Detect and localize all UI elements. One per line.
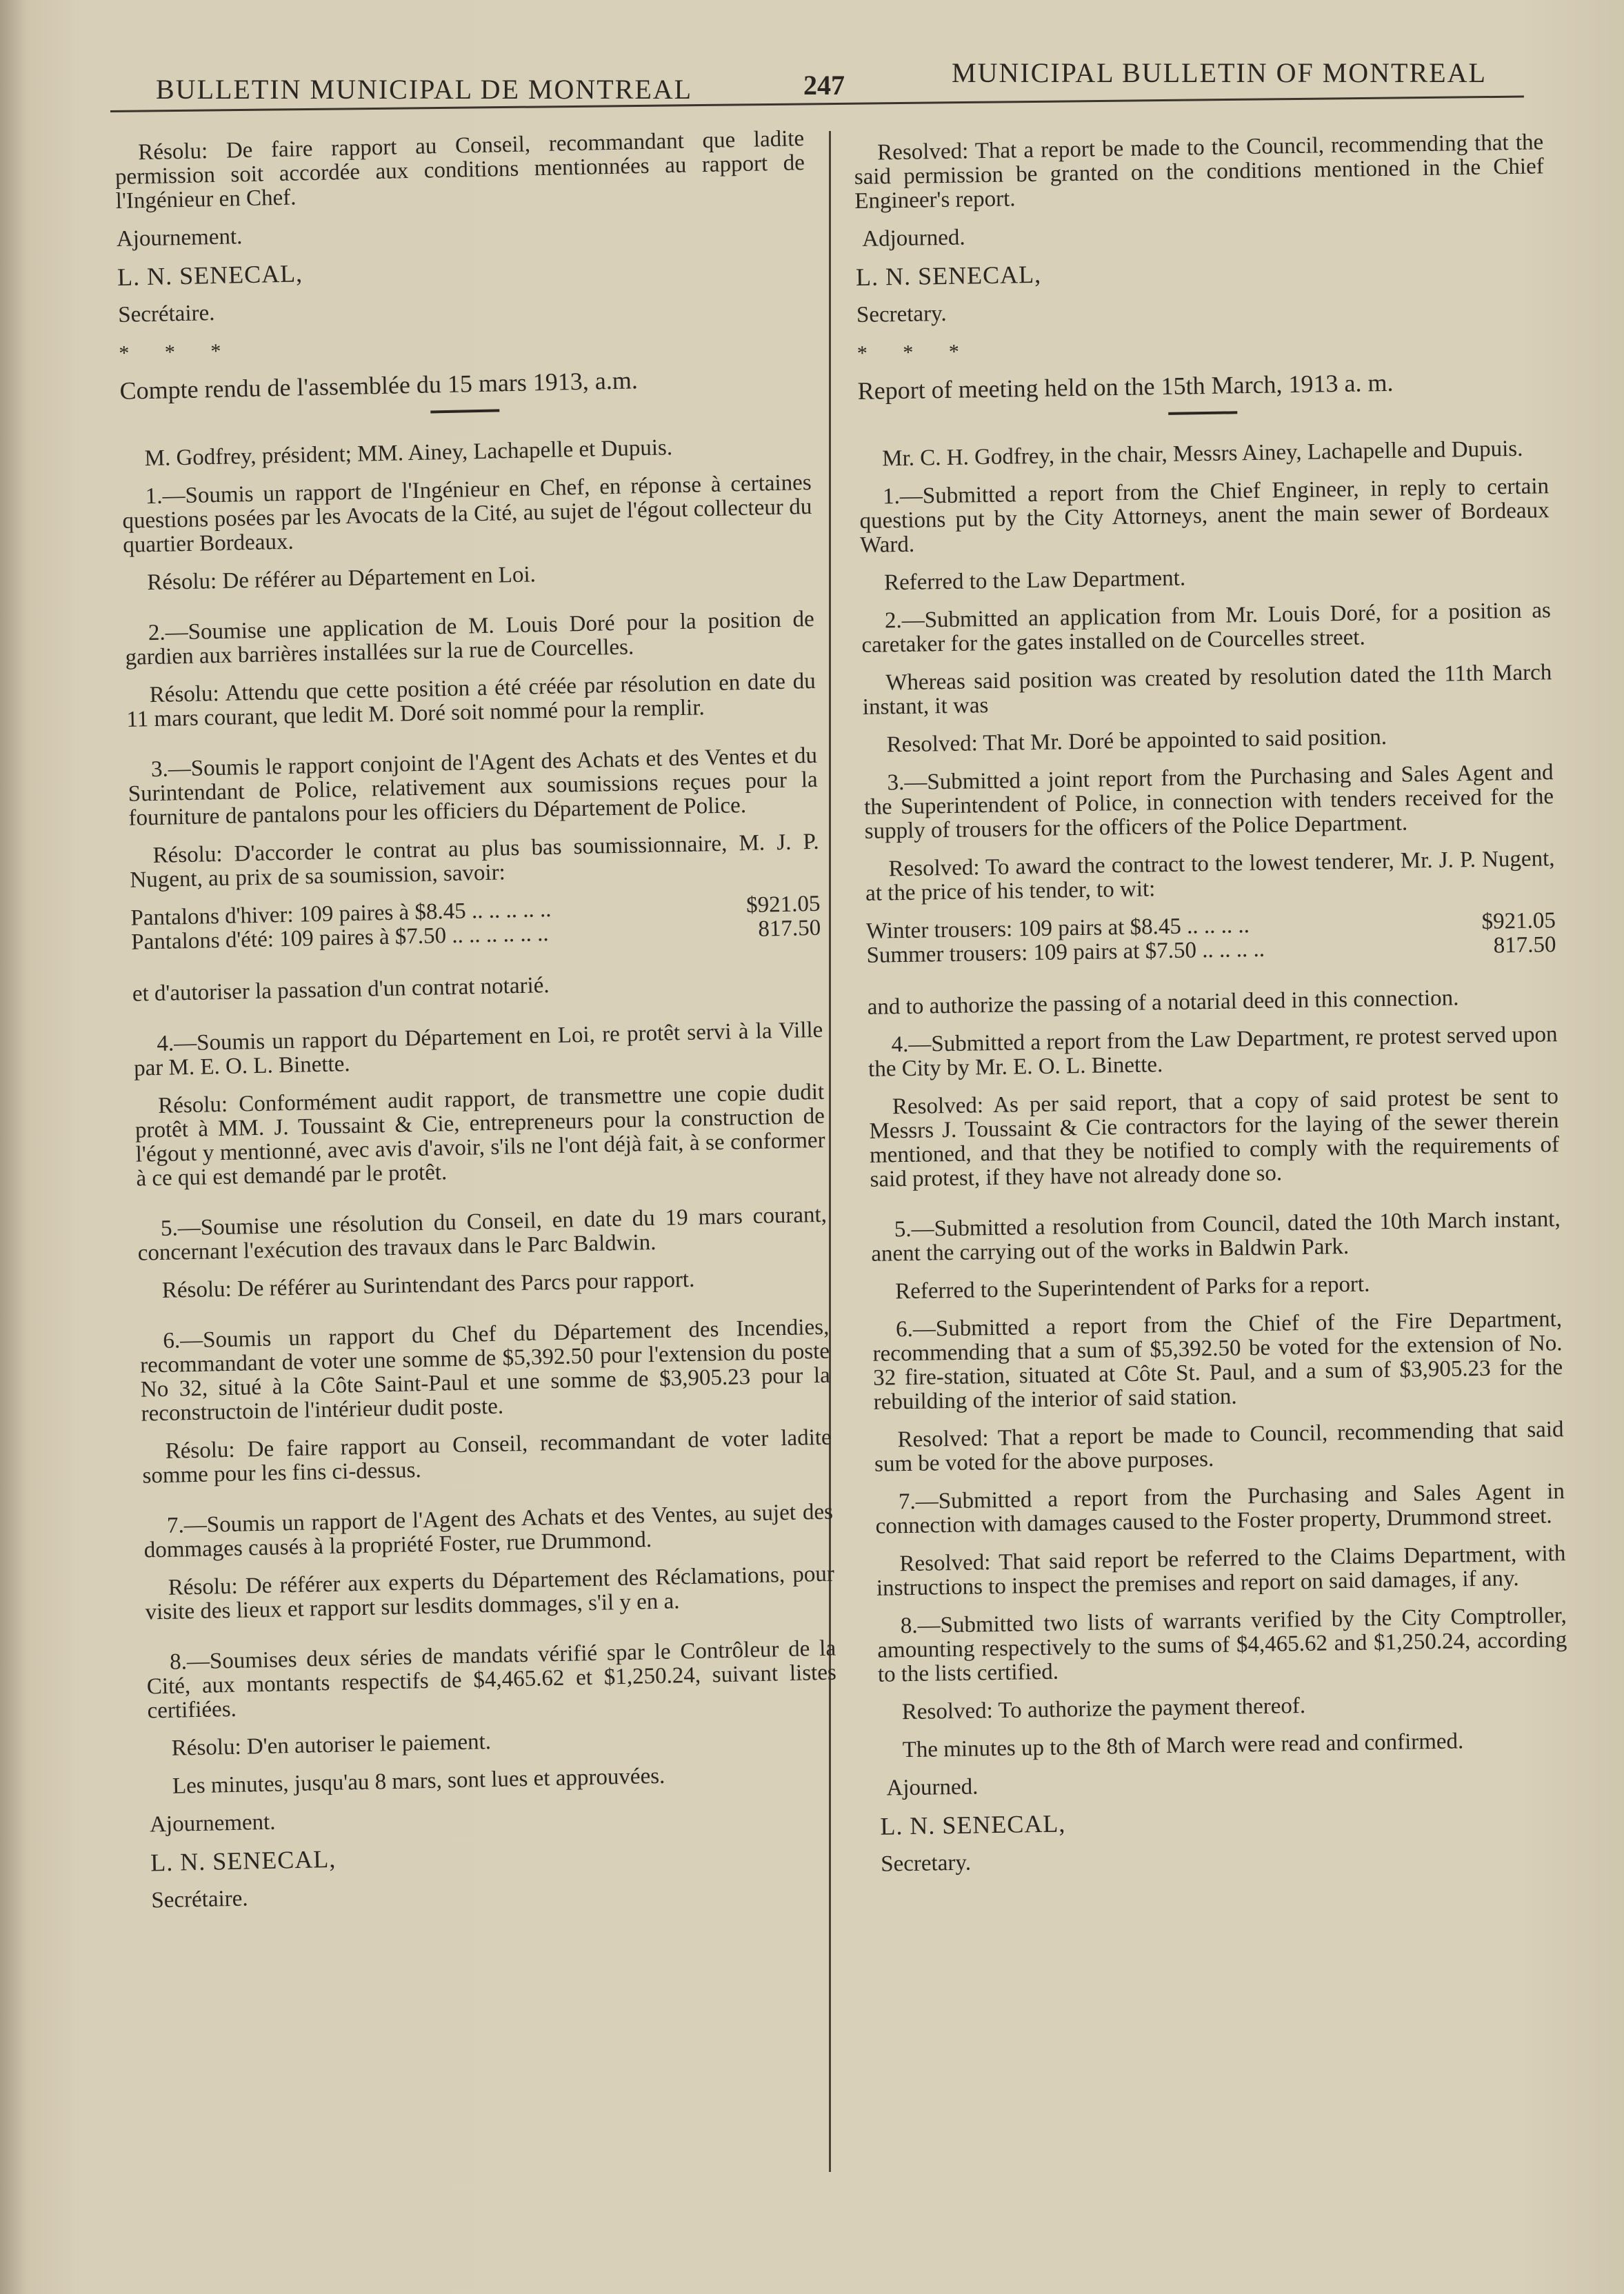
item-6-resolution: Résolu: De faire rapport au Conseil, recommandant de voter ladite somme pour les fins ci-dessus.	[142, 1425, 832, 1489]
item-1: 1.—Soumis un rapport de l'Ingénieur en Chef, en réponse à certaines questions posées par les Avocats de la Cité, au sujet de l'égout collecteur du quartier Bordeaux.	[122, 470, 812, 558]
item-8-resolution: Resolved: To authorize the payment thereof.	[901, 1693, 1306, 1725]
item-4: 4.—Soumis un rapport du Département en Loi, re protêt servi à la Ville par M. E. O. L. Binette.	[133, 1017, 823, 1081]
english-column	[854, 130, 1571, 1890]
meeting-heading: Report of meeting held on the 15th March, 1913 a. m.	[857, 368, 1394, 405]
item-2-whereas: Whereas said position was created by resolution dated the 11th March instant, it was	[862, 660, 1552, 720]
item-7: 7.—Submitted a report from the Purchasing and Sales Agent in connection with damages caused to the Foster property, Drummond street.	[875, 1479, 1565, 1539]
opening-resolution: Résolu: De faire rapport au Conseil, recommandant que ladite permission soit accordée aux conditions mentionnées au rapport de l'Ingénieur en Chef.	[114, 126, 805, 214]
item-3-conclusion: et d'autoriser la passation d'un contrat notarié.	[132, 973, 550, 1007]
item-4-resolution: Resolved: As per said report, that a copy of said protest be sent to Messrs J. Toussaint & Cie contractors for the laying of the sewer therein mentioned, and that they be notified to comply with the requirements of said protest, if they have not already done so.	[869, 1084, 1560, 1192]
signature-title: Secretary.	[880, 1850, 972, 1877]
price-list	[866, 909, 1556, 968]
adjournment: Adjourned.	[861, 225, 965, 252]
item-1: 1.—Submitted a report from the Chief Engineer, in reply to certain questions put by the City Attorneys, anent the main sewer of Bordeaux Ward.	[859, 474, 1550, 558]
item-8: 8.—Submitted two lists of warrants verified by the City Comptroller, amounting respectively to the sums of $4,465.62 and $1,250.24, according to the lists certified.	[877, 1603, 1567, 1687]
price-label: Summer trousers: 109 pairs at $7.50 .. .. .. ..	[866, 936, 1265, 968]
french-column	[114, 127, 841, 1926]
price-value: $921.05	[1481, 908, 1556, 934]
item-7: 7.—Soumis un rapport de l'Agent des Achats et des Ventes, au sujet des dommages causés à la propriété Foster, rue Drummond.	[143, 1499, 834, 1563]
adjournment: Ajournement.	[116, 224, 243, 252]
item-4-resolution: Résolu: Conformément audit rapport, de transmettre une copie dudit protêt à MM. J. Toussaint & Cie, entrepreneurs pour la construction de l'égout y mentionné, avec avis d'avoir, s'ils ne l'ont déjà fait, à se conformer à ce qui est demandé par le protêt.	[134, 1079, 825, 1191]
item-3-resolution: Résolu: D'accorder le contrat au plus bas soumissionnaire, M. J. P. Nugent, au prix de sa soumission, savoir:	[130, 829, 819, 893]
page-number: 247	[803, 70, 845, 101]
item-6-resolution: Resolved: That a report be made to Council, recommending that said sum be voted for the above purposes.	[874, 1417, 1564, 1477]
item-6: 6.—Soumis un rapport du Chef du Département des Incendies, recommandant de voter une somme de $5,392.50 pour l'extension du poste No 32, situé à la Côte Saint-Paul et une somme de $3,905.23 pour la reconstructoin de l'intérieur dudit poste.	[139, 1314, 831, 1427]
item-3: 3.—Soumis le rapport conjoint de l'Agent des Achats et des Ventes et du Surintendant de Police, relativement aux soumissions reçues pour la fourniture de pantalons pour les officiers du Département de Police.	[128, 743, 818, 831]
minutes-approval: The minutes up to the 8th of March were read and confirmed.	[902, 1729, 1464, 1763]
item-2-resolution: Résolu: Attendu que cette position a été créée par résolution en date du 11 mars courant, que ledit M. Doré soit nommé pour la remplir.	[126, 668, 816, 732]
adjournment: Ajournement.	[149, 1809, 276, 1838]
signature-name: L. N. SENECAL,	[880, 1809, 1066, 1840]
header-french-title: BULLETIN MUNICIPAL DE MONTREAL	[156, 74, 693, 105]
adjournment: Ajourned.	[886, 1774, 979, 1801]
signature-title: Secretary.	[856, 301, 947, 328]
signature-name: L. N. SENECAL,	[855, 260, 1042, 291]
price-list	[130, 892, 821, 955]
heading-rule	[1168, 411, 1237, 415]
item-3-resolution: Resolved: To award the contract to the lowest tenderer, Mr. J. P. Nugent, at the price of his tender, to wit:	[865, 846, 1555, 906]
item-8: 8.—Soumises deux séries de mandats vérifié spar le Contrôleur de la Cité, aux montants respectifs de $4,465.62 et $1,250.24, suivant listes certifiées.	[146, 1636, 837, 1724]
heading-rule	[430, 409, 499, 413]
item-3: 3.—Submitted a joint report from the Purchasing and Sales Agent and the Superintendent of Police, in connection with tenders received for the supply of trousers for the officers of the Police Department.	[863, 760, 1554, 844]
item-2: 2.—Soumise une application de M. Louis Doré pour la position de gardien aux barrières installées sur la rue de Courcelles.	[125, 606, 815, 670]
item-2: 2.—Submitted an application from Mr. Louis Doré, for a position as caretaker for the gates installed on de Courcelles street.	[861, 598, 1552, 658]
item-8-resolution: Résolu: D'en autoriser le paiement.	[171, 1729, 492, 1761]
item-4: 4.—Submitted a report from the Law Department, re protest served upon the City by Mr. E. O. L. Binette.	[868, 1022, 1558, 1082]
price-label: Pantalons d'été: 109 paires à $7.50 .. .. .. .. .. ..	[130, 921, 549, 955]
header-english-title: MUNICIPAL BULLETIN OF MONTREAL	[952, 57, 1487, 88]
item-5: 5.—Soumise une résolution du Conseil, en date du 19 mars courant, concernant l'exécution des travaux dans le Parc Baldwin.	[137, 1202, 828, 1266]
minutes-approval: Les minutes, jusqu'au 8 mars, sont lues et approuvées.	[172, 1763, 665, 1799]
meeting-heading: Compte rendu de l'assemblée du 15 mars 1913, a.m.	[119, 366, 639, 405]
item-5-resolution: Referred to the Superintendent of Parks for a report.	[894, 1271, 1370, 1305]
item-3-conclusion: and to authorize the passing of a notarial deed in this connection.	[867, 985, 1459, 1020]
price-value: $921.05	[745, 891, 821, 918]
price-value: 817.50	[758, 915, 821, 942]
section-separator: * * *	[119, 339, 237, 365]
signature-name: L. N. SENECAL,	[150, 1844, 337, 1877]
item-5: 5.—Submitted a resolution from Council, dated the 10th March instant, anent the carrying out of the works in Baldwin Park.	[871, 1207, 1561, 1267]
item-7-resolution: Résolu: De référer aux experts du Département des Réclamations, pour visite des lieux et rapport sur lesdits dommages, s'il y en a.	[145, 1561, 835, 1625]
item-7-resolution: Resolved: That said report be referred to the Claims Department, with instructions to inspect the premises and report on said damages, if any.	[876, 1541, 1566, 1601]
section-separator: * * *	[856, 340, 975, 365]
page-header	[0, 54, 1624, 116]
item-5-resolution: Résolu: De référer au Surintendant des Parcs pour rapport.	[161, 1267, 695, 1303]
item-6: 6.—Submitted a report from the Chief of the Fire Department, recommending that a sum of $5,392.50 be voted for the extension of No. 32 fire-station, situated at Côte St. Paul, and a sum of $3,905.23 for the rebuilding of the interior of said station.	[872, 1307, 1563, 1415]
price-label: Pantalons d'hiver: 109 paires à $8.45 .. .. .. .. ..	[130, 896, 552, 931]
signature-name: L. N. SENECAL,	[117, 259, 303, 291]
item-1-resolution: Referred to the Law Department.	[883, 565, 1186, 596]
signature-title: Secrétaire.	[117, 301, 215, 328]
item-1-resolution: Résolu: De référer au Département en Loi.	[147, 562, 537, 596]
price-label: Winter trousers: 109 pairs at $8.45 .. .. .. ..	[865, 913, 1250, 944]
signature-title: Secrétaire.	[151, 1886, 248, 1913]
opening-resolution: Resolved: That a report be made to the Council, recommending that the said permission be granted on the conditions mentioned in the Chief Engineer's report.	[854, 130, 1544, 214]
price-value: 817.50	[1493, 932, 1556, 958]
item-2-resolution: Resolved: That Mr. Doré be appointed to said position.	[886, 724, 1387, 758]
attendance: M. Godfrey, président; MM. Ainey, Lachapelle et Dupuis.	[144, 435, 673, 472]
attendance: Mr. C. H. Godfrey, in the chair, Messrs Ainey, Lachapelle and Dupuis.	[881, 436, 1523, 472]
